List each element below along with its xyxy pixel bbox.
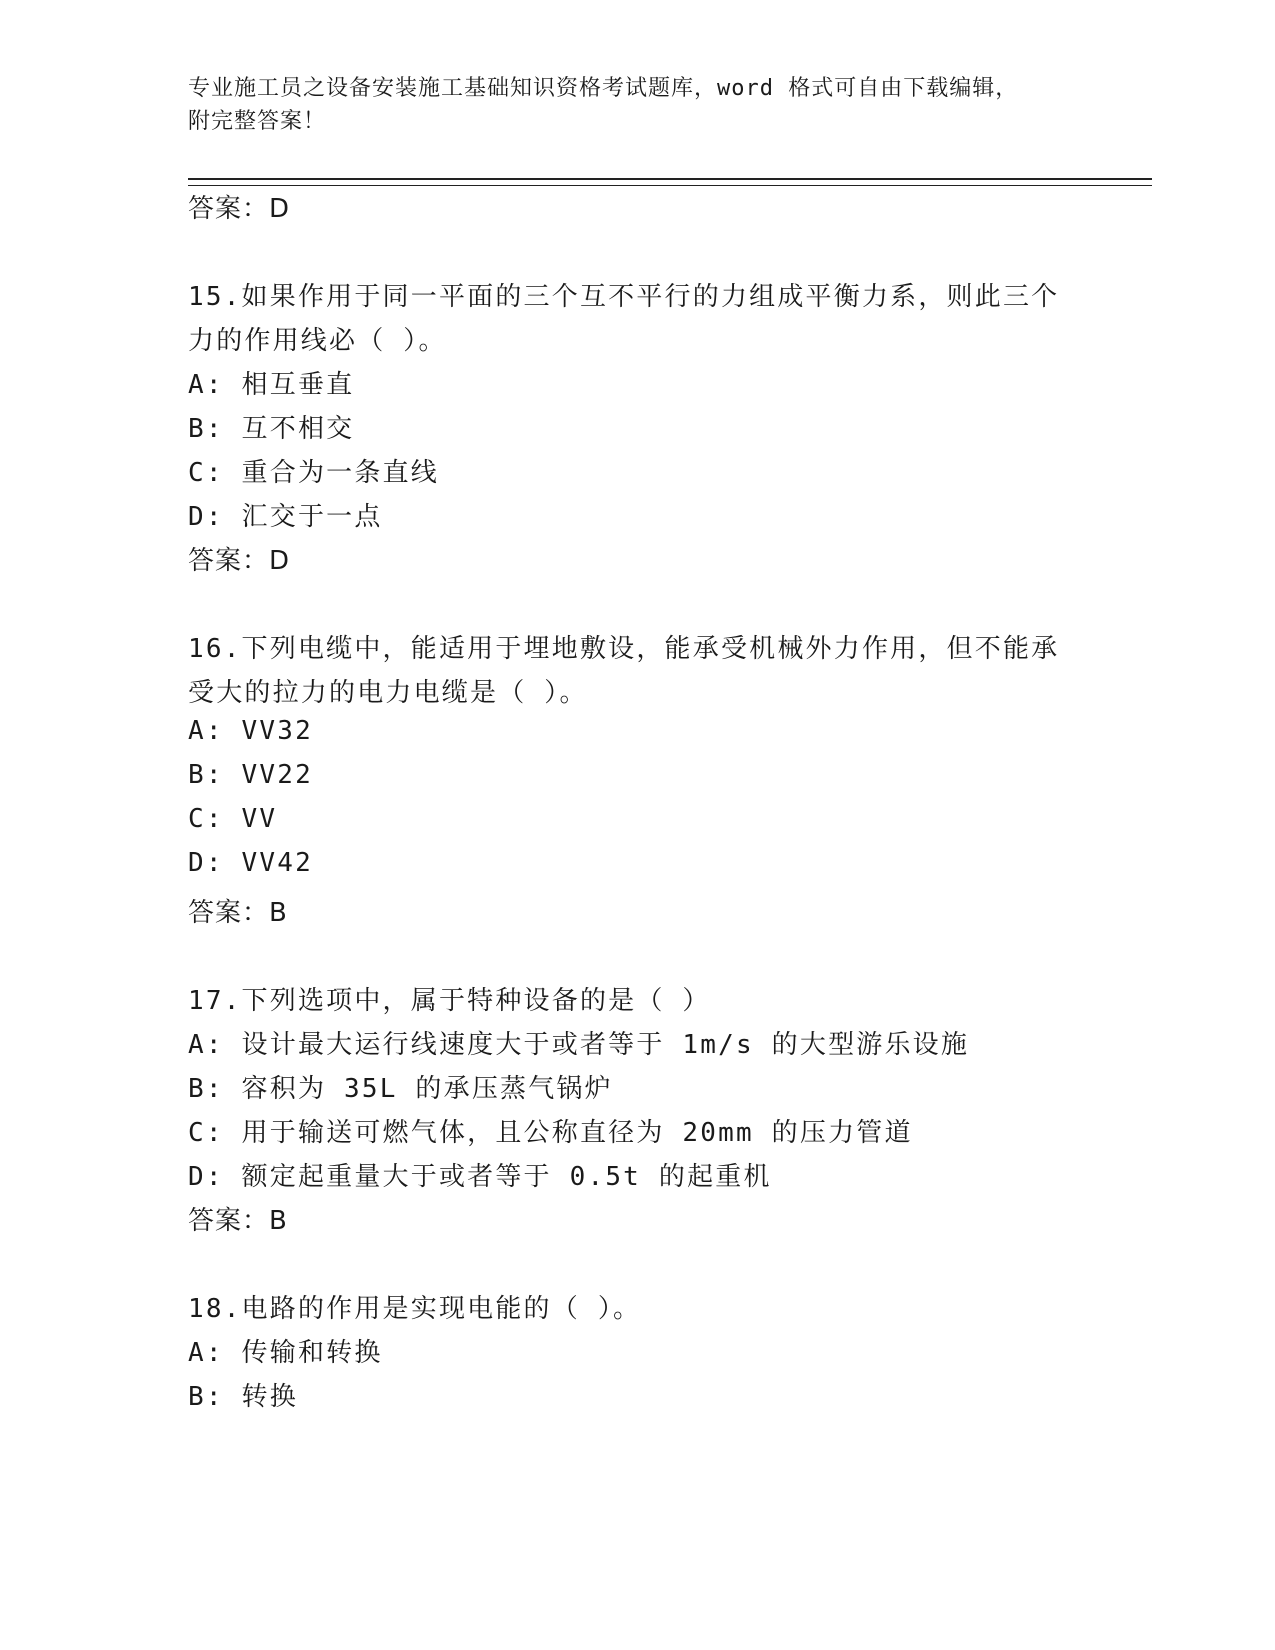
q15-option-c: C: 重合为一条直线 xyxy=(188,458,439,488)
q16-option-d: D: VV42 xyxy=(188,848,313,878)
q16-option-c: C: VV xyxy=(188,804,278,834)
q17-option-c: C: 用于输送可燃气体，且公称直径为 20mm 的压力管道 xyxy=(188,1118,913,1148)
q17-option-b: B: 容积为 35L 的承压蒸气锅炉 xyxy=(188,1074,613,1104)
q17-answer: 答案：B xyxy=(188,1206,288,1236)
q17-option-d: D: 额定起重量大于或者等于 0.5t 的起重机 xyxy=(188,1162,772,1192)
q17-option-a: A: 设计最大运行线速度大于或者等于 1m/s 的大型游乐设施 xyxy=(188,1030,970,1060)
page-header xyxy=(188,72,1068,138)
answer-prev: 答案：D xyxy=(188,194,291,224)
q16-answer: 答案：B xyxy=(188,898,288,928)
q15-stem-line-1: 15.如果作用于同一平面的三个互不平行的力组成平衡力系，则此三个 xyxy=(188,282,1060,312)
q15-option-b: B: 互不相交 xyxy=(188,414,355,444)
header-line-1: 专业施工员之设备安装施工基础知识资格考试题库，word 格式可自由下载编辑， xyxy=(188,76,1019,101)
q16-option-b: B: VV22 xyxy=(188,760,313,790)
q16-stem-line-2: 受大的拉力的电力电缆是（ ）。 xyxy=(188,678,588,708)
q15-answer: 答案：D xyxy=(188,546,291,576)
q18-option-a: A: 传输和转换 xyxy=(188,1338,383,1368)
q18-stem-line-1: 18.电路的作用是实现电能的（ ）。 xyxy=(188,1294,642,1324)
q16-option-a: A: VV32 xyxy=(188,716,313,746)
q17-stem-line-1: 17.下列选项中，属于特种设备的是（ ） xyxy=(188,986,711,1016)
header-divider xyxy=(188,178,1152,186)
q15-option-d: D: 汇交于一点 xyxy=(188,502,383,532)
header-line-2: 附完整答案！ xyxy=(188,109,327,134)
q16-stem-line-1: 16.下列电缆中，能适用于埋地敷设，能承受机械外力作用，但不能承 xyxy=(188,634,1060,664)
q18-option-b: B: 转换 xyxy=(188,1382,298,1412)
q15-option-a: A: 相互垂直 xyxy=(188,370,355,400)
q15-stem-line-2: 力的作用线必（ ）。 xyxy=(188,326,447,356)
